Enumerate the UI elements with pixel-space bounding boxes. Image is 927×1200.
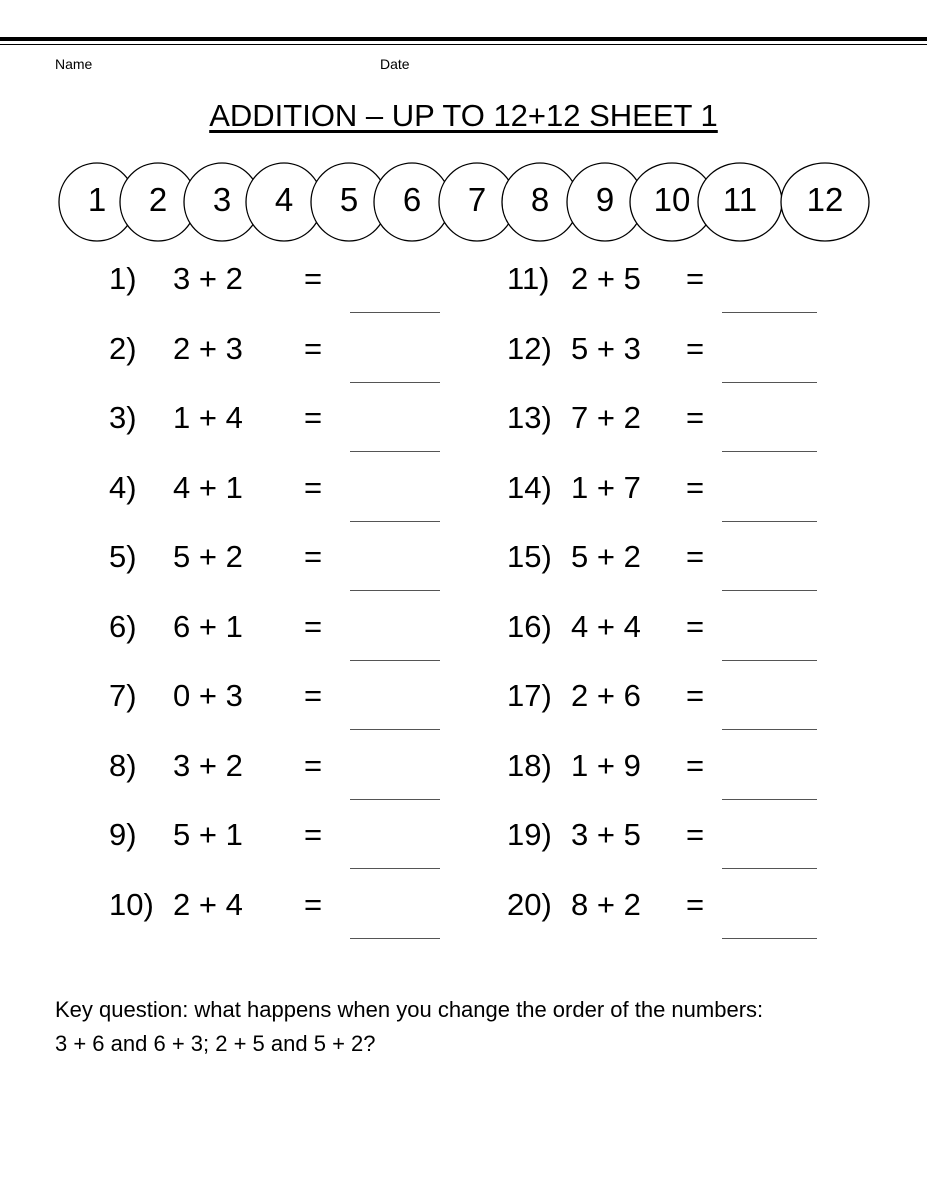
problem-expression: 3 + 2: [173, 747, 243, 783]
equals-sign: =: [686, 261, 705, 296]
answer-blank[interactable]: [722, 590, 817, 591]
problem-number: 4): [109, 469, 137, 505]
equals-sign: =: [304, 817, 323, 852]
problem-expression: 8 + 2: [571, 886, 641, 922]
answer-blank[interactable]: [722, 521, 817, 522]
number-line-label: 9: [595, 181, 615, 218]
equals-sign: =: [686, 747, 705, 783]
number-line-label: 12: [806, 181, 844, 218]
problem-number: 8): [109, 747, 137, 783]
answer-blank[interactable]: [722, 312, 817, 313]
equals-sign: =: [686, 400, 705, 435]
problem-expression: 0 + 3: [173, 678, 243, 713]
problem-number: 12): [507, 330, 552, 366]
problem-expression: 3 + 5: [571, 817, 641, 852]
problem-number: 6): [109, 608, 137, 644]
problem-number: 20): [507, 886, 552, 922]
problem-expression: 2 + 4: [173, 886, 243, 922]
equals-sign: =: [686, 330, 705, 366]
top-rule-thin: [0, 44, 927, 45]
answer-blank[interactable]: [350, 382, 440, 383]
equals-sign: =: [686, 817, 705, 852]
number-line-label: 3: [212, 181, 232, 218]
answer-blank[interactable]: [722, 660, 817, 661]
equals-sign: =: [304, 608, 323, 644]
top-rule-thick: [0, 37, 927, 41]
answer-blank[interactable]: [350, 729, 440, 730]
equals-sign: =: [304, 539, 323, 574]
answer-blank[interactable]: [350, 868, 440, 869]
problem-expression: 2 + 3: [173, 330, 243, 366]
equals-sign: =: [304, 261, 323, 296]
number-line-label: 10: [653, 181, 691, 218]
problem-number: 3): [109, 400, 137, 435]
answer-blank[interactable]: [350, 660, 440, 661]
answer-blank[interactable]: [350, 521, 440, 522]
equals-sign: =: [686, 608, 705, 644]
problem-number: 7): [109, 678, 137, 713]
problem-number: 5): [109, 539, 137, 574]
key-question-line-2: 3 + 6 and 6 + 3; 2 + 5 and 5 + 2?: [55, 1031, 376, 1056]
number-line-label: 1: [87, 181, 107, 218]
answer-blank[interactable]: [350, 590, 440, 591]
problem-number: 16): [507, 608, 552, 644]
number-line-label: 11: [722, 181, 758, 218]
worksheet-title: ADDITION – UP TO 12+12 SHEET 1: [209, 98, 718, 133]
equals-sign: =: [686, 469, 705, 505]
answer-blank[interactable]: [722, 382, 817, 383]
problem-expression: 1 + 9: [571, 747, 641, 783]
problem-expression: 1 + 4: [173, 400, 243, 435]
number-line-label: 4: [274, 181, 294, 218]
problem-number: 19): [507, 817, 552, 852]
key-question: [55, 993, 895, 1061]
problem-number: 18): [507, 747, 552, 783]
date-label: Date: [380, 56, 410, 72]
equals-sign: =: [686, 886, 705, 922]
answer-blank[interactable]: [722, 799, 817, 800]
number-line-label: 2: [148, 181, 168, 218]
key-question-line-1: Key question: what happens when you change the order of the numbers:: [55, 997, 764, 1022]
equals-sign: =: [686, 678, 705, 713]
answer-blank[interactable]: [350, 799, 440, 800]
equals-sign: =: [304, 469, 323, 505]
equals-sign: =: [304, 886, 323, 922]
equals-sign: =: [304, 400, 323, 435]
answer-blank[interactable]: [722, 451, 817, 452]
problem-expression: 3 + 2: [173, 261, 243, 296]
number-line-circles: [0, 158, 927, 248]
problem-number: 11): [507, 261, 550, 296]
answer-blank[interactable]: [350, 451, 440, 452]
problem-expression: 5 + 2: [173, 539, 243, 574]
problem-expression: 2 + 5: [571, 261, 641, 296]
problem-number: 17): [507, 678, 552, 713]
problem-number: 9): [109, 817, 137, 852]
problem-number: 13): [507, 400, 552, 435]
number-line-label: 7: [467, 181, 487, 218]
name-label: Name: [55, 56, 93, 72]
equals-sign: =: [304, 678, 323, 713]
problem-expression: 5 + 2: [571, 539, 641, 574]
problem-number: 10): [109, 886, 154, 922]
problem-expression: 4 + 4: [571, 608, 641, 644]
answer-blank[interactable]: [722, 868, 817, 869]
equals-sign: =: [304, 747, 323, 783]
problem-expression: 2 + 6: [571, 678, 641, 713]
equals-sign: =: [686, 539, 705, 574]
answer-blank[interactable]: [350, 938, 440, 939]
equals-sign: =: [304, 330, 323, 366]
number-line-label: 8: [530, 181, 550, 218]
problem-number: 14): [507, 469, 552, 505]
answer-blank[interactable]: [350, 312, 440, 313]
problem-expression: 7 + 2: [571, 400, 641, 435]
problem-expression: 5 + 3: [571, 330, 641, 366]
problem-number: 1): [109, 261, 137, 296]
problem-expression: 6 + 1: [173, 608, 243, 644]
problem-number: 2): [109, 330, 137, 366]
problem-number: 15): [507, 539, 552, 574]
problem-expression: 5 + 1: [173, 817, 243, 852]
number-line-label: 5: [339, 181, 359, 218]
answer-blank[interactable]: [722, 729, 817, 730]
problem-expression: 1 + 7: [571, 469, 641, 505]
answer-blank[interactable]: [722, 938, 817, 939]
problem-expression: 4 + 1: [173, 469, 243, 505]
number-line-label: 6: [402, 181, 422, 218]
